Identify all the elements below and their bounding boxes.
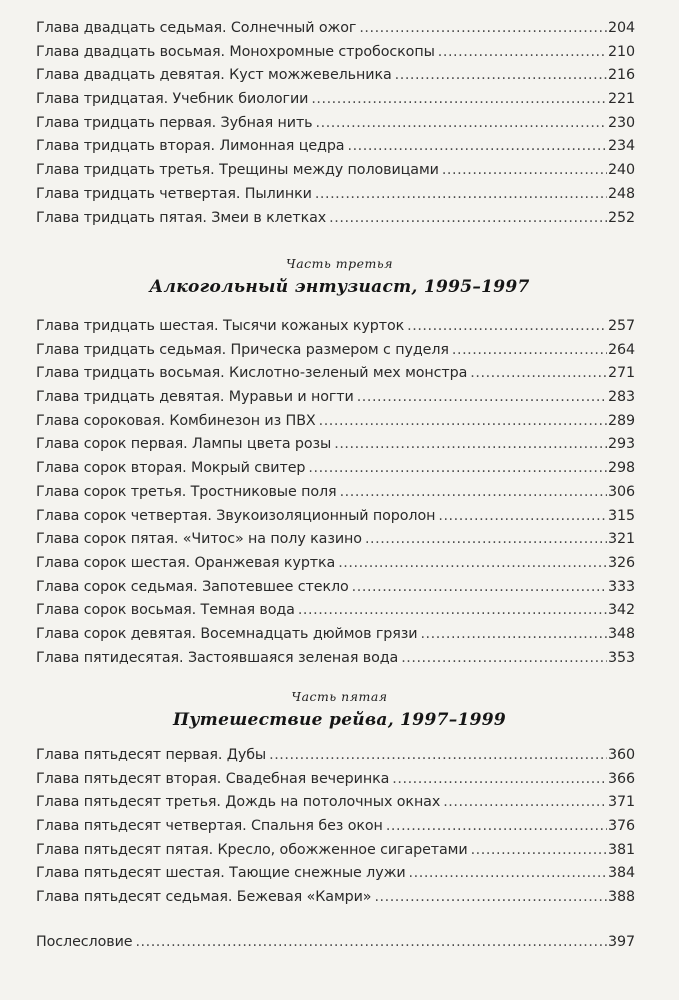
part-label: Часть третья	[286, 256, 393, 271]
toc-leader-dots	[319, 413, 607, 429]
toc-leader-dots	[438, 44, 607, 60]
toc-section-continued	[36, 20, 635, 233]
toc-entry-page: 271	[608, 365, 635, 382]
toc-entry	[36, 579, 635, 603]
toc-leader-dots	[357, 389, 607, 405]
toc-entry	[36, 342, 635, 366]
toc-entry-title: Глава сорок вторая. Мокрый свитер	[36, 460, 306, 477]
toc-entry-title: Глава двадцать седьмая. Солнечный ожог	[36, 20, 357, 36]
part-title: Путешествие рейва, 1997–1999	[172, 710, 507, 730]
toc-entry-title: Глава сорок девятая. Восемнадцать дюймов грязи	[36, 625, 418, 642]
toc-leader-dots	[316, 115, 607, 131]
toc-entry-page: 289	[608, 412, 635, 429]
toc-entry	[36, 44, 635, 68]
toc-leader-dots	[438, 508, 607, 524]
toc-entry-title: Глава тридцать восьмая. Кислотно-зеленый мех монстра	[36, 365, 468, 382]
toc-entry-title: Глава сорок третья. Тростниковые поля	[36, 483, 337, 500]
toc-entry-title: Глава пятьдесят четвертая. Спальня без окон	[36, 818, 383, 835]
toc-entry	[36, 115, 635, 139]
toc-entry-page: 388	[608, 889, 635, 906]
toc-entry	[36, 436, 635, 460]
toc-entry-page: 230	[608, 114, 635, 131]
toc-leader-dots	[407, 318, 607, 334]
toc-entry-page: 221	[608, 91, 635, 108]
toc-entry-title: Глава сороковая. Комбинезон из ПВХ	[36, 412, 316, 429]
toc-leader-dots	[443, 794, 607, 810]
toc-leader-dots	[365, 531, 607, 547]
toc-entry-title: Глава сорок четвертая. Звукоизоляционный поролон	[36, 507, 436, 524]
toc-entry-title: Глава двадцать девятая. Куст можжевельника	[36, 67, 392, 84]
toc-entry-title: Глава пятьдесят седьмая. Бежевая «Камри»	[36, 889, 372, 906]
toc-entry-page: 366	[608, 770, 635, 787]
toc-entry	[36, 162, 635, 186]
toc-leader-dots	[135, 934, 607, 950]
toc-entry-page: 234	[608, 138, 635, 155]
part-label: Часть пятая	[291, 689, 388, 704]
toc-entry-page: 397	[608, 934, 635, 950]
toc-entry	[36, 865, 635, 889]
toc-entry-page: 293	[608, 436, 635, 453]
toc-entry-page: 306	[608, 483, 635, 500]
toc-entry	[36, 389, 635, 413]
toc-entry	[36, 555, 635, 579]
toc-entry-page: 381	[608, 841, 635, 858]
toc-entry	[36, 484, 635, 508]
toc-entry	[36, 771, 635, 795]
toc-leader-dots	[308, 460, 607, 476]
toc-entry-page: 371	[608, 794, 635, 811]
toc-entry	[36, 365, 635, 389]
toc-entry	[36, 842, 635, 866]
toc-entry-page: 376	[608, 818, 635, 835]
toc-part-three	[36, 318, 635, 673]
toc-entry	[36, 508, 635, 532]
toc-entry-title: Глава тридцать седьмая. Прическа размером с пуделя	[36, 341, 449, 358]
toc-entry-page: 283	[608, 389, 635, 406]
toc-entry-title: Глава тридцать третья. Трещины между половицами	[36, 162, 439, 179]
toc-entry	[36, 531, 635, 555]
toc-entry-page: 248	[608, 185, 635, 202]
toc-entry-page: 348	[608, 625, 635, 642]
toc-leader-dots	[409, 865, 607, 881]
toc-entry	[36, 889, 635, 913]
toc-entry-title: Глава тридцать вторая. Лимонная цедра	[36, 138, 345, 155]
toc-entry-page: 384	[608, 865, 635, 882]
toc-entry	[36, 20, 635, 44]
toc-entry	[36, 602, 635, 626]
toc-entry-page: 204	[608, 20, 635, 36]
toc-entry	[36, 318, 635, 342]
toc-leader-dots	[334, 436, 607, 452]
toc-leader-dots	[452, 342, 607, 358]
toc-entry-title: Глава пятьдесят третья. Дождь на потолочных окнах	[36, 794, 441, 811]
toc-entry-title: Глава тридцатая. Учебник биологии	[36, 91, 309, 108]
toc-leader-dots	[269, 747, 607, 763]
toc-leader-dots	[311, 91, 607, 107]
toc-entry	[36, 413, 635, 437]
toc-entry-title: Глава сорок седьмая. Запотевшее стекло	[36, 578, 349, 595]
toc-leader-dots	[442, 162, 607, 178]
toc-entry-afterword	[36, 934, 635, 958]
toc-leader-dots	[347, 138, 607, 154]
toc-leader-dots	[359, 20, 607, 36]
toc-leader-dots	[315, 186, 607, 202]
toc-entry-page: 321	[608, 531, 635, 548]
toc-leader-dots	[395, 67, 607, 83]
toc-entry	[36, 626, 635, 650]
toc-entry-page: 264	[608, 341, 635, 358]
toc-part-five	[36, 747, 635, 913]
toc-entry	[36, 818, 635, 842]
toc-leader-dots	[340, 484, 607, 500]
toc-entry-title: Глава пятидесятая. Застоявшаяся зеленая вода	[36, 649, 399, 666]
toc-leader-dots	[471, 842, 607, 858]
toc-entry-page: 257	[608, 318, 635, 334]
toc-entry-page: 315	[608, 507, 635, 524]
toc-entry-title: Послесловие	[36, 934, 133, 950]
part-three-header	[0, 256, 679, 297]
toc-entry	[36, 210, 635, 234]
toc-entry-page: 240	[608, 162, 635, 179]
toc-leader-dots	[401, 650, 607, 666]
toc-leader-dots	[338, 555, 607, 571]
toc-entry-title: Глава пятьдесят первая. Дубы	[36, 747, 267, 763]
toc-entry-title: Глава сорок восьмая. Темная вода	[36, 602, 295, 619]
toc-entry	[36, 186, 635, 210]
toc-entry-page: 353	[608, 649, 635, 666]
toc-leader-dots	[329, 210, 607, 226]
toc-entry-title: Глава пятьдесят шестая. Тающие снежные лужи	[36, 865, 406, 882]
toc-entry	[36, 138, 635, 162]
toc-entry-page: 326	[608, 554, 635, 571]
part-title: Алкогольный энтузиаст, 1995–1997	[149, 277, 530, 297]
toc-entry-page: 342	[608, 602, 635, 619]
toc-entry-page: 298	[608, 460, 635, 477]
toc-entry-title: Глава сорок первая. Лампы цвета розы	[36, 436, 332, 453]
toc-entry-title: Глава тридцать четвертая. Пылинки	[36, 185, 312, 202]
toc-entry-title: Глава тридцать пятая. Змеи в клетках	[36, 209, 327, 226]
part-five-header	[0, 689, 679, 730]
toc-entry	[36, 67, 635, 91]
toc-entry-page: 210	[608, 43, 635, 60]
toc-afterword	[36, 934, 635, 958]
toc-entry-title: Глава тридцать девятая. Муравьи и ногти	[36, 389, 354, 406]
toc-entry	[36, 650, 635, 674]
toc-leader-dots	[392, 771, 607, 787]
toc-leader-dots	[298, 602, 607, 618]
toc-leader-dots	[374, 889, 607, 905]
toc-entry-title: Глава сорок пятая. «Читос» на полу казино	[36, 531, 362, 548]
toc-entry-title: Глава двадцать восьмая. Монохромные стробоскопы	[36, 43, 435, 60]
toc-leader-dots	[470, 365, 607, 381]
toc-leader-dots	[386, 818, 607, 834]
toc-leader-dots	[420, 626, 607, 642]
toc-entry-page: 252	[608, 209, 635, 226]
toc-entry-page: 360	[608, 747, 635, 763]
toc-entry-page: 216	[608, 67, 635, 84]
toc-leader-dots	[352, 579, 607, 595]
toc-entry-title: Глава тридцать шестая. Тысячи кожаных курток	[36, 318, 405, 334]
toc-entry	[36, 794, 635, 818]
toc-entry-page: 333	[608, 578, 635, 595]
toc-entry-title: Глава пятьдесят пятая. Кресло, обожженное сигаретами	[36, 841, 468, 858]
toc-entry-title: Глава тридцать первая. Зубная нить	[36, 114, 313, 131]
toc-entry-title: Глава сорок шестая. Оранжевая куртка	[36, 554, 336, 571]
toc-entry	[36, 747, 635, 771]
toc-entry	[36, 91, 635, 115]
toc-entry-title: Глава пятьдесят вторая. Свадебная вечеринка	[36, 770, 390, 787]
toc-entry	[36, 460, 635, 484]
